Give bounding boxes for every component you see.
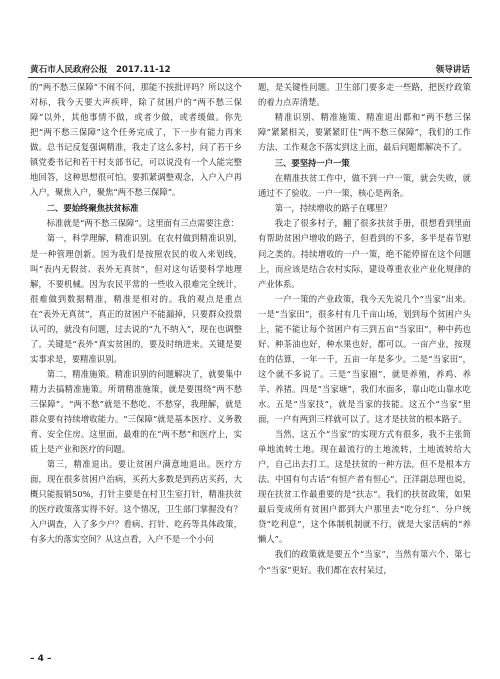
header-rule: [28, 77, 472, 78]
section-heading: 二、要始终聚焦扶贫标准: [46, 203, 139, 214]
section-heading: 三、要坚持一户一策: [274, 158, 350, 169]
page-number: – 4 –: [30, 654, 52, 664]
paragraph: 在精准扶贫工作中，做不到一户一策，就会失败，就通过不了验收。一户一策，核心是两条。: [258, 173, 471, 199]
journal-title: 黄石市人民政府公报 2017.11-12: [30, 65, 171, 75]
paragraph: 我走了很多村子，翻了很多扶贫手册，很想看到里面有帮助贫困户增收的路子，但看到的不多，多半是春节慰问之类的。持续增收的一户一策，绝不能停留在这个问题上，而应该是结合农村实际，建设尊重农业产业化规律的产业体系。: [258, 218, 471, 289]
paragraph: 第三，精准退出。要让贫困户满意地退出。医疗方面，现在很多贫困户治病，买药大多数是到药店买药，大概只能报销50%，打针主要是在村卫生室打针，精准扶贫的医疗政策落实得不好。这个情况，卫生部门掌握没有？入户调查，入了多少户？看病、打针、吃药等具体政策，有多大的落实空间？从这点看，入户不是一个小问: [30, 459, 242, 545]
left-column: [30, 80, 242, 547]
paragraph: 题，是关键性问题。卫生部门要多走一些路，把医疗政策的着力点弄清楚。: [258, 82, 471, 108]
paragraph: 我们的政策就是要五个“当家”，当然有第六个、第七个“当家”更好。我们都在农村呆过，: [258, 549, 471, 575]
page-header: [28, 61, 472, 75]
paragraph: 第一，科学理解，精准识别。在农村做到精准识别，是一种管理创新。因为我们是按照农民的收入来划线，叫“表内无假贫、表外无真贫”，但对这句话要科学地理解，不要机械。因为农民平常的一些收入很难完全统计，很难做到数据精准，精准是相对的。我的观点是重点在“表外无真贫”，真正的贫困户不能漏掉，只要群众投票认可的，就没有问题，过去说的“九不纳入”，现在也调整了。关键是“表外”真实贫困的，要及时纳进来。关键是要实事求是，要精准识别。: [30, 233, 242, 364]
paragraph: 第一，持续增收的路子在哪里？: [274, 203, 392, 214]
right-column: [258, 80, 471, 578]
paragraph: 第二，精准施策。精准识别的问题解决了，就要集中精力去搞精准施策。所谓精准施策，就是要围绕“两不愁三保障”。“两不愁”就是不愁吃、不愁穿，我理解，就是群众要有持续增收能力。“三保障”就是基本医疗、义务教育、安全住房。这里面，最难的在“两不愁”和医疗上，实质上是产业和医疗的问题。: [30, 368, 242, 455]
paragraph: 当然，这五个“当家”的实现方式有很多，我不主张简单地流转土地。现在最流行的土地流转，土地流转给大户，自己出去打工。这是扶贫的一种方法，但不是根本方法。中国有句古话“有恒产者有恒心”。汪洋副总理也说，现在扶贫工作最重要的是“扶志”。我们的扶贫政策，如果最后变成所有贫困户都到大户那里去“吃分红”、分户统贷“吃利息”，这个体制机制就不行，就是大家活病的“养懒人”。: [258, 429, 471, 545]
paragraph: 的“两不愁三保障”不闹不问，那能不挨批评吗？所以这个对标，我今天要大声疾呼，除了贫困户的“两不愁三保障”以外，其他事情不做，或者少做，或者缓做。你先把“两不愁三保障”这个任务完成了，下一步有能力再来做。总书记反复强调精准，我走了这么多村，问了若干乡镇党委书记和若干村支部书记，可以说没有一个人能完整地回答，这种思想很可怕。要抓紧调整观念，入户入户再入户，聚焦入户，聚焦“两不愁三保障”。: [30, 82, 242, 198]
section-title: 领导讲话: [435, 65, 470, 75]
paragraph: 标准就是“两不愁三保障”。这里面有三点需要注意：: [46, 218, 239, 229]
paragraph: 精准识别、精准施策、精准退出都和“两不愁三保障”紧紧相关，要紧紧盯住“两不愁三保障”，我们的工作方法、工作观念不落实到这上面，最后问题都解决不了。: [258, 112, 471, 153]
paragraph: 一户一策的产业政策，我今天先说几个“当家”出来。一是“当家田”，很多村有几千亩山场，划到每个贫困户头上，能不能让每个贫困户有三到五亩“当家田”，种中药也好、种茶油也好，种水果也好，都可以。一亩产业，按现在的估算，一年一千，五亩一年是多少。二是“当家田”，这个就不多说了。三是“当家圈”，就是养殖，养鸡、养羊、养猪。四是“当家塘”，我们水面多，靠山吃山靠水吃水。五是“当家技”，就是当家的技能。这五个“当家”里面，一户有两到三样就可以了。这才是扶贫的根本路子。: [258, 293, 471, 425]
